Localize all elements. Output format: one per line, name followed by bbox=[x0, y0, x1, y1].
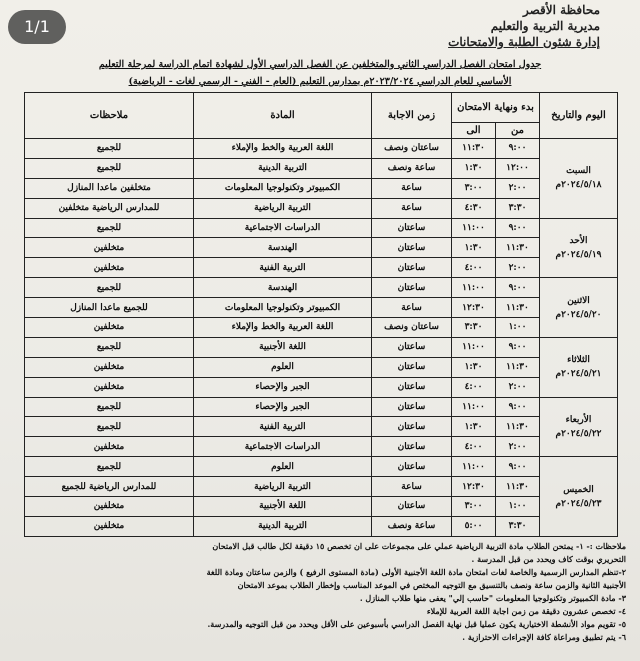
subject-cell: الدراسات الاجتماعية bbox=[194, 437, 372, 457]
table-row bbox=[25, 457, 618, 477]
time-from-cell: ١:٠٠ bbox=[496, 318, 540, 338]
table-row bbox=[25, 198, 618, 218]
table-row bbox=[25, 477, 618, 497]
day-name: الاثنين bbox=[567, 295, 590, 306]
note-cell: متخلفين bbox=[25, 377, 194, 397]
day-date: ٢٠٢٤/٥/١٩م bbox=[555, 249, 602, 260]
day-date-cell bbox=[540, 337, 618, 397]
subject-cell: الدراسات الاجتماعية bbox=[194, 218, 372, 238]
department-line: إدارة شئون الطلبة والامتحانات bbox=[448, 35, 600, 49]
note-cell: متخلفين bbox=[25, 357, 194, 377]
duration-cell: ساعتان bbox=[372, 258, 452, 278]
time-from-cell: ١١:٣٠ bbox=[496, 417, 540, 437]
note-cell: للجميع bbox=[25, 158, 194, 178]
duration-cell: ساعة ونصف bbox=[372, 516, 452, 536]
table-row bbox=[25, 417, 618, 437]
table-row bbox=[25, 437, 618, 457]
duration-cell: ساعتان bbox=[372, 218, 452, 238]
day-date: ٢٠٢٤/٥/٢٢م bbox=[555, 428, 602, 439]
time-from-cell: ٢:٠٠ bbox=[496, 178, 540, 198]
subject-cell: التربية الرياضية bbox=[194, 477, 372, 497]
duration-cell: ساعة bbox=[372, 198, 452, 218]
title-line-2: الأساسي للعام الدراسي ٢٠٢٣/٢٠٢٤م بمدارس التعليم (العام - الفني - الرسمي لغات - الرياضية) bbox=[128, 76, 512, 87]
time-from-cell: ٩:٠٠ bbox=[496, 457, 540, 477]
table-row bbox=[25, 158, 618, 178]
time-from-cell: ٩:٠٠ bbox=[496, 218, 540, 238]
time-from-cell: ١١:٣٠ bbox=[496, 298, 540, 318]
note-line: التحريري بوقت كاف ويحدد من قبل المدرسة . bbox=[471, 554, 626, 564]
duration-cell: ساعتان bbox=[372, 357, 452, 377]
subject-cell: اللغة الأجنبية bbox=[194, 337, 372, 357]
time-from-cell: ١١:٣٠ bbox=[496, 357, 540, 377]
time-to-cell: ٤:٣٠ bbox=[452, 198, 496, 218]
duration-cell: ساعتان bbox=[372, 397, 452, 417]
duration-cell: ساعة bbox=[372, 178, 452, 198]
note-cell: متخلفين bbox=[25, 497, 194, 517]
time-to-cell: ٤:٠٠ bbox=[452, 437, 496, 457]
note-cell: للجميع bbox=[25, 278, 194, 298]
header-duration: زمن الاجابة bbox=[372, 93, 452, 139]
note-line: ٥- تقويم مواد الأنشطة الاختيارية يكون عمليا قبل نهاية الفصل الدراسي بأسبوعين على الأقل ويحدد من قبل التوجيه والمدرسة. bbox=[207, 619, 626, 629]
time-to-cell: ٤:٠٠ bbox=[452, 258, 496, 278]
time-to-cell: ٣:٠٠ bbox=[452, 178, 496, 198]
subject-cell: التربية الدينية bbox=[194, 158, 372, 178]
time-from-cell: ٣:٣٠ bbox=[496, 198, 540, 218]
title-line-1: جدول امتحان الفصل الدراسي الثاني والمتخلفين عن الفصل الدراسي الأول لشهادة اتمام الدراسة لمرحلة التعليم bbox=[98, 59, 542, 70]
time-from-cell: ٣:٣٠ bbox=[496, 516, 540, 536]
time-to-cell: ٣:٣٠ bbox=[452, 318, 496, 338]
note-cell: للجميع bbox=[25, 457, 194, 477]
day-date: ٢٠٢٤/٥/١٨م bbox=[555, 180, 602, 191]
time-from-cell: ٩:٠٠ bbox=[496, 139, 540, 159]
table-row bbox=[25, 318, 618, 338]
header-subject: المادة bbox=[194, 93, 372, 139]
subject-cell: التربية الفنية bbox=[194, 258, 372, 278]
duration-cell: ساعة bbox=[372, 477, 452, 497]
time-to-cell: ٥:٠٠ bbox=[452, 516, 496, 536]
time-from-cell: ٩:٠٠ bbox=[496, 278, 540, 298]
day-date-cell bbox=[540, 397, 618, 457]
time-to-cell: ١١:٠٠ bbox=[452, 397, 496, 417]
note-cell: للجميع ماعدا المنازل bbox=[25, 298, 194, 318]
subject-cell: اللغة الأجنبية bbox=[194, 497, 372, 517]
time-from-cell: ٩:٠٠ bbox=[496, 337, 540, 357]
schedule-body bbox=[25, 139, 618, 537]
time-from-cell: ١١:٣٠ bbox=[496, 238, 540, 258]
header-time-group: بدء ونهاية الامتحان bbox=[452, 93, 540, 123]
subject-cell: اللغة العربية والخط والإملاء bbox=[194, 139, 372, 159]
time-to-cell: ٤:٠٠ bbox=[452, 377, 496, 397]
time-from-cell: ٩:٠٠ bbox=[496, 397, 540, 417]
table-row bbox=[25, 218, 618, 238]
day-date-cell bbox=[540, 139, 618, 219]
duration-cell: ساعتان bbox=[372, 238, 452, 258]
table-row bbox=[25, 337, 618, 357]
day-date: ٢٠٢٤/٥/٢١م bbox=[555, 369, 602, 380]
note-cell: متخلفين bbox=[25, 318, 194, 338]
note-line: ٤- تخصص عشرون دقيقة من زمن اجابة اللغة العربية للإملاء bbox=[426, 606, 626, 616]
subject-cell: الهندسة bbox=[194, 278, 372, 298]
duration-cell: ساعتان bbox=[372, 497, 452, 517]
day-date: ٢٠٢٤/٥/٢٣م bbox=[555, 498, 602, 509]
footnotes bbox=[16, 540, 626, 644]
note-cell: للجميع bbox=[25, 218, 194, 238]
time-from-cell: ٢:٠٠ bbox=[496, 377, 540, 397]
duration-cell: ساعتان bbox=[372, 437, 452, 457]
table-row bbox=[25, 357, 618, 377]
exam-schedule-table bbox=[24, 92, 618, 537]
table-row bbox=[25, 139, 618, 159]
time-from-cell: ١:٠٠ bbox=[496, 497, 540, 517]
time-to-cell: ١١:٠٠ bbox=[452, 457, 496, 477]
note-line: ٦- يتم تطبيق ومراعاة كافة الإجراءات الاحترازية . bbox=[462, 632, 626, 642]
duration-cell: ساعة ونصف bbox=[372, 158, 452, 178]
header-from: من bbox=[496, 123, 540, 139]
day-date-cell bbox=[540, 278, 618, 338]
issuer-header bbox=[448, 2, 600, 50]
time-to-cell: ١٢:٣٠ bbox=[452, 298, 496, 318]
duration-cell: ساعتان bbox=[372, 337, 452, 357]
header-to: الى bbox=[452, 123, 496, 139]
subject-cell: الهندسة bbox=[194, 238, 372, 258]
duration-cell: ساعتان ونصف bbox=[372, 139, 452, 159]
subject-cell: العلوم bbox=[194, 357, 372, 377]
time-to-cell: ١١:٠٠ bbox=[452, 337, 496, 357]
time-to-cell: ١١:٣٠ bbox=[452, 139, 496, 159]
duration-cell: ساعتان bbox=[372, 278, 452, 298]
time-to-cell: ١:٣٠ bbox=[452, 158, 496, 178]
note-cell: متخلفين bbox=[25, 437, 194, 457]
subject-cell: التربية الرياضية bbox=[194, 198, 372, 218]
time-from-cell: ٢:٠٠ bbox=[496, 437, 540, 457]
day-date-cell bbox=[540, 218, 618, 278]
page-counter-badge: 1/1 bbox=[8, 10, 66, 44]
subject-cell: الكمبيوتر وتكنولوجيا المعلومات bbox=[194, 298, 372, 318]
document-title bbox=[20, 56, 620, 90]
time-from-cell: ١١:٣٠ bbox=[496, 477, 540, 497]
note-cell: للمدارس الرياضية للجميع bbox=[25, 477, 194, 497]
note-line: ٢-تنظم المدارس الرسمية والخاصة لغات امتحان مادة اللغة الأجنبية الأولى (مادة المستوى الرفيع ) والزمن ساعتان ومادة اللغة bbox=[206, 567, 626, 577]
time-to-cell: ١:٣٠ bbox=[452, 357, 496, 377]
note-cell: للمدارس الرياضية متخلفين bbox=[25, 198, 194, 218]
table-row bbox=[25, 258, 618, 278]
subject-cell: الجبر والإحصاء bbox=[194, 377, 372, 397]
day-date-cell bbox=[540, 457, 618, 537]
note-cell: للجميع bbox=[25, 397, 194, 417]
day-name: الأحد bbox=[569, 235, 588, 246]
table-row bbox=[25, 238, 618, 258]
duration-cell: ساعتان bbox=[372, 417, 452, 437]
day-name: الأربعاء bbox=[565, 414, 592, 425]
day-date: ٢٠٢٤/٥/٢٠م bbox=[555, 309, 602, 320]
subject-cell: التربية الدينية bbox=[194, 516, 372, 536]
note-cell: متخلفين ماعدا المنازل bbox=[25, 178, 194, 198]
subject-cell: الجبر والإحصاء bbox=[194, 397, 372, 417]
note-cell: متخلفين bbox=[25, 258, 194, 278]
time-to-cell: ١:٣٠ bbox=[452, 238, 496, 258]
time-from-cell: ١٢:٠٠ bbox=[496, 158, 540, 178]
subject-cell: الكمبيوتر وتكنولوجيا المعلومات bbox=[194, 178, 372, 198]
header-notes: ملاحظات bbox=[25, 93, 194, 139]
note-line: ٣- مادة الكمبيوتر وتكنولوجيا المعلومات "حاسب إلي" يعفى منها طلاب المنازل . bbox=[359, 593, 626, 603]
header-day: اليوم والتاريخ bbox=[540, 93, 618, 139]
note-line: الأجنبية الثانية والزمن ساعة ونصف بالتنسيق مع التوجيه المختص في الموعد المناسب وإخطار الطلاب بموعد الامتحان bbox=[237, 580, 626, 590]
time-to-cell: ١:٣٠ bbox=[452, 417, 496, 437]
subject-cell: اللغة العربية والخط والإملاء bbox=[194, 318, 372, 338]
day-name: الخميس bbox=[563, 484, 594, 495]
day-name: السبت bbox=[566, 166, 591, 177]
day-name: الثلاثاء bbox=[567, 355, 590, 366]
table-row bbox=[25, 397, 618, 417]
governorate-line: محافظة الأقصر bbox=[523, 3, 600, 17]
time-to-cell: ١١:٠٠ bbox=[452, 218, 496, 238]
subject-cell: العلوم bbox=[194, 457, 372, 477]
note-cell: للجميع bbox=[25, 139, 194, 159]
duration-cell: ساعة bbox=[372, 298, 452, 318]
note-cell: للجميع bbox=[25, 337, 194, 357]
duration-cell: ساعتان ونصف bbox=[372, 318, 452, 338]
table-row bbox=[25, 278, 618, 298]
time-to-cell: ١١:٠٠ bbox=[452, 278, 496, 298]
subject-cell: التربية الفنية bbox=[194, 417, 372, 437]
time-from-cell: ٢:٠٠ bbox=[496, 258, 540, 278]
directorate-line: مديرية التربية والتعليم bbox=[490, 19, 600, 33]
note-cell: للجميع bbox=[25, 417, 194, 437]
note-cell: متخلفين bbox=[25, 238, 194, 258]
table-row bbox=[25, 516, 618, 536]
duration-cell: ساعتان bbox=[372, 457, 452, 477]
note-line: ملاحظات :- ١- يمتحن الطلاب مادة التربية الرياضية عملي على مجموعات على ان تخصص ١٥ دقيقة لكل طالب قبل الامتحان bbox=[212, 541, 626, 551]
table-row bbox=[25, 497, 618, 517]
table-row bbox=[25, 298, 618, 318]
time-to-cell: ٣:٠٠ bbox=[452, 497, 496, 517]
table-row bbox=[25, 178, 618, 198]
time-to-cell: ١٢:٣٠ bbox=[452, 477, 496, 497]
table-row bbox=[25, 377, 618, 397]
duration-cell: ساعتان bbox=[372, 377, 452, 397]
note-cell: متخلفين bbox=[25, 516, 194, 536]
